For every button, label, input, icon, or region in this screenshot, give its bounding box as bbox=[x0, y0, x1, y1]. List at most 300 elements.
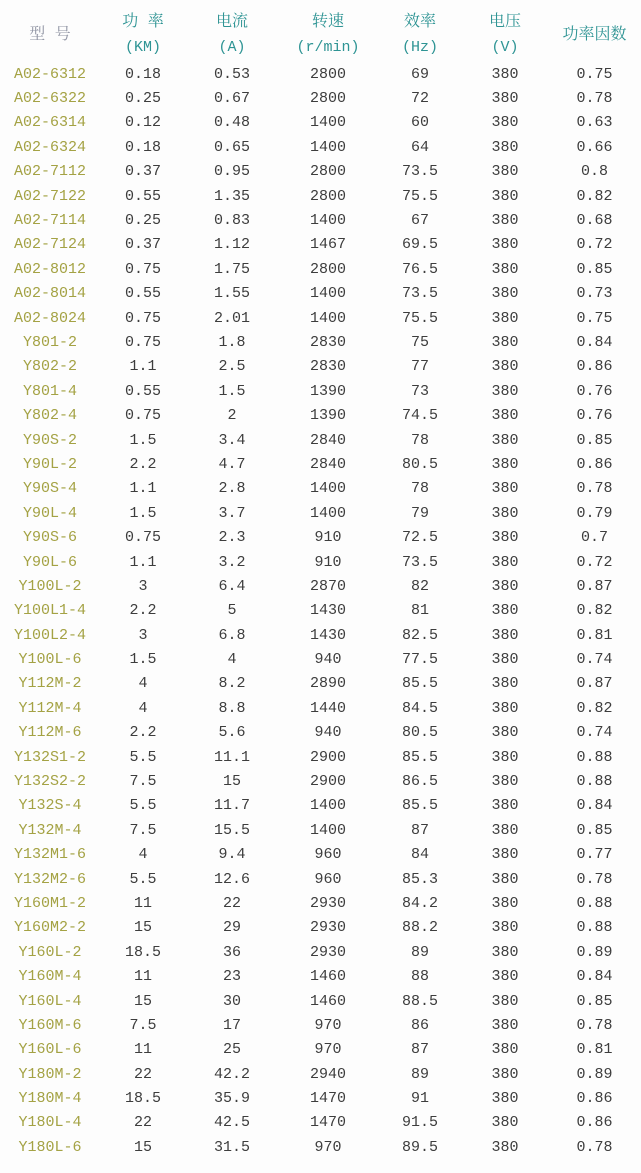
cell-voltage: 380 bbox=[491, 455, 519, 473]
cell-efficiency: 87 bbox=[410, 1041, 429, 1059]
cell-power-factor: 0.82 bbox=[576, 699, 613, 717]
cell-power: 0.55 bbox=[124, 285, 161, 303]
cell-voltage: 380 bbox=[491, 187, 519, 205]
cell-current: 35.9 bbox=[213, 1090, 250, 1108]
cell-efficiency: 82 bbox=[410, 577, 429, 595]
cell-power: 1.5 bbox=[129, 431, 157, 449]
cell-power: 3 bbox=[138, 577, 148, 595]
cell-power-factor: 0.87 bbox=[576, 577, 613, 595]
table-row bbox=[0, 964, 641, 988]
cell-model: Y90L-6 bbox=[22, 553, 77, 571]
cell-power: 0.25 bbox=[124, 212, 161, 230]
cell-power-factor: 0.84 bbox=[576, 333, 613, 351]
cell-model: Y132S1-2 bbox=[13, 748, 86, 766]
cell-power: 0.75 bbox=[124, 333, 161, 351]
header-power-label: 功 率 bbox=[122, 13, 164, 31]
cell-model: Y100L2-4 bbox=[13, 626, 86, 644]
cell-speed: 1400 bbox=[309, 212, 346, 230]
cell-efficiency: 75.5 bbox=[401, 187, 438, 205]
cell-power: 1.1 bbox=[129, 358, 157, 376]
cell-model: A02-7122 bbox=[13, 187, 86, 205]
cell-model: Y160L-4 bbox=[18, 992, 82, 1010]
cell-voltage: 380 bbox=[491, 773, 519, 791]
cell-voltage: 380 bbox=[491, 894, 519, 912]
cell-power-factor: 0.81 bbox=[576, 626, 613, 644]
cell-model: Y802-4 bbox=[22, 407, 77, 425]
cell-efficiency: 84 bbox=[410, 846, 429, 864]
cell-power: 5.5 bbox=[129, 870, 157, 888]
cell-speed: 970 bbox=[314, 1041, 342, 1059]
cell-current: 17 bbox=[222, 1016, 241, 1034]
table-row bbox=[0, 745, 641, 769]
cell-speed: 2890 bbox=[309, 675, 346, 693]
cell-efficiency: 88.2 bbox=[401, 919, 438, 937]
cell-speed: 2930 bbox=[309, 919, 346, 937]
cell-efficiency: 67 bbox=[410, 212, 429, 230]
cell-power: 0.25 bbox=[124, 90, 161, 108]
cell-voltage: 380 bbox=[491, 212, 519, 230]
table-row bbox=[0, 525, 641, 549]
cell-efficiency: 74.5 bbox=[401, 407, 438, 425]
table-row bbox=[0, 330, 641, 354]
cell-power-factor: 0.76 bbox=[576, 407, 613, 425]
cell-efficiency: 88 bbox=[410, 968, 429, 986]
cell-efficiency: 88.5 bbox=[401, 992, 438, 1010]
cell-model: Y160M-6 bbox=[18, 1016, 82, 1034]
cell-efficiency: 86 bbox=[410, 1016, 429, 1034]
cell-speed: 970 bbox=[314, 1016, 342, 1034]
cell-model: A02-8024 bbox=[13, 309, 86, 327]
cell-power-factor: 0.84 bbox=[576, 968, 613, 986]
cell-efficiency: 89.5 bbox=[401, 1138, 438, 1156]
cell-current: 0.53 bbox=[213, 65, 250, 83]
cell-model: Y132M2-6 bbox=[13, 870, 86, 888]
table-row bbox=[0, 160, 641, 184]
cell-power: 0.55 bbox=[124, 187, 161, 205]
header-efficiency bbox=[378, 8, 462, 62]
cell-efficiency: 69.5 bbox=[401, 236, 438, 254]
cell-voltage: 380 bbox=[491, 651, 519, 669]
table-header bbox=[0, 8, 641, 62]
table-row bbox=[0, 940, 641, 964]
cell-efficiency: 89 bbox=[410, 943, 429, 961]
table-row bbox=[0, 574, 641, 598]
cell-power: 11 bbox=[133, 1041, 152, 1059]
cell-speed: 2800 bbox=[309, 163, 346, 181]
cell-power-factor: 0.82 bbox=[576, 602, 613, 620]
table-body bbox=[0, 62, 641, 1160]
cell-model: Y180M-2 bbox=[18, 1065, 82, 1083]
cell-power-factor: 0.66 bbox=[576, 138, 613, 156]
cell-model: Y180L-6 bbox=[18, 1138, 82, 1156]
cell-power-factor: 0.84 bbox=[576, 797, 613, 815]
cell-power: 15 bbox=[133, 992, 152, 1010]
cell-voltage: 380 bbox=[491, 90, 519, 108]
cell-power-factor: 0.72 bbox=[576, 553, 613, 571]
cell-efficiency: 72 bbox=[410, 90, 429, 108]
cell-power: 5.5 bbox=[129, 797, 157, 815]
cell-model: A02-6312 bbox=[13, 65, 86, 83]
cell-power-factor: 0.82 bbox=[576, 187, 613, 205]
cell-model: Y160M-4 bbox=[18, 968, 82, 986]
cell-power: 11 bbox=[133, 968, 152, 986]
cell-voltage: 380 bbox=[491, 724, 519, 742]
cell-current: 1.5 bbox=[218, 382, 246, 400]
cell-power: 2.2 bbox=[129, 724, 157, 742]
header-power-factor-label: 功率因数 bbox=[562, 25, 627, 44]
cell-current: 0.67 bbox=[213, 90, 250, 108]
cell-power: 4 bbox=[138, 699, 148, 717]
cell-current: 4 bbox=[227, 651, 237, 669]
cell-current: 2.3 bbox=[218, 529, 246, 547]
cell-efficiency: 84.2 bbox=[401, 894, 438, 912]
cell-efficiency: 75.5 bbox=[401, 309, 438, 327]
table-row bbox=[0, 477, 641, 501]
cell-efficiency: 77 bbox=[410, 358, 429, 376]
header-speed-label: 转速 bbox=[311, 13, 344, 31]
cell-model: A02-6322 bbox=[13, 90, 86, 108]
table-row bbox=[0, 184, 641, 208]
cell-current: 42.5 bbox=[213, 1114, 250, 1132]
cell-power-factor: 0.74 bbox=[576, 651, 613, 669]
cell-voltage: 380 bbox=[491, 748, 519, 766]
cell-speed: 1467 bbox=[309, 236, 346, 254]
cell-efficiency: 91 bbox=[410, 1090, 429, 1108]
cell-power: 7.5 bbox=[129, 821, 157, 839]
cell-model: Y160L-2 bbox=[18, 943, 82, 961]
table-row bbox=[0, 550, 641, 574]
cell-model: A02-7112 bbox=[13, 163, 86, 181]
table-row bbox=[0, 599, 641, 623]
table-row bbox=[0, 306, 641, 330]
cell-speed: 2900 bbox=[309, 748, 346, 766]
cell-efficiency: 79 bbox=[410, 504, 429, 522]
table-row bbox=[0, 769, 641, 793]
cell-model: Y801-2 bbox=[22, 333, 77, 351]
cell-power: 18.5 bbox=[124, 943, 161, 961]
cell-power: 1.1 bbox=[129, 480, 157, 498]
cell-model: A02-6324 bbox=[13, 138, 86, 156]
cell-current: 3.7 bbox=[218, 504, 246, 522]
cell-voltage: 380 bbox=[491, 968, 519, 986]
cell-current: 29 bbox=[222, 919, 241, 937]
cell-power-factor: 0.78 bbox=[576, 870, 613, 888]
table-row bbox=[0, 428, 641, 452]
cell-efficiency: 86.5 bbox=[401, 773, 438, 791]
cell-current: 25 bbox=[222, 1041, 241, 1059]
cell-voltage: 380 bbox=[491, 1041, 519, 1059]
cell-power-factor: 0.76 bbox=[576, 382, 613, 400]
cell-speed: 2940 bbox=[309, 1065, 346, 1083]
cell-efficiency: 81 bbox=[410, 602, 429, 620]
cell-power: 0.18 bbox=[124, 138, 161, 156]
cell-current: 23 bbox=[222, 968, 241, 986]
cell-speed: 1400 bbox=[309, 309, 346, 327]
cell-voltage: 380 bbox=[491, 358, 519, 376]
cell-power: 1.5 bbox=[129, 504, 157, 522]
cell-power: 0.18 bbox=[124, 65, 161, 83]
cell-voltage: 380 bbox=[491, 333, 519, 351]
cell-efficiency: 78 bbox=[410, 431, 429, 449]
cell-speed: 2900 bbox=[309, 773, 346, 791]
cell-power: 0.37 bbox=[124, 236, 161, 254]
cell-current: 1.12 bbox=[213, 236, 250, 254]
cell-model: Y90L-2 bbox=[22, 455, 77, 473]
cell-power-factor: 0.88 bbox=[576, 748, 613, 766]
cell-current: 1.8 bbox=[218, 333, 246, 351]
header-speed-unit: (r/min) bbox=[296, 39, 360, 56]
table-row bbox=[0, 989, 641, 1013]
table-row bbox=[0, 233, 641, 257]
cell-voltage: 380 bbox=[491, 821, 519, 839]
cell-current: 0.65 bbox=[213, 138, 250, 156]
cell-current: 30 bbox=[222, 992, 241, 1010]
cell-voltage: 380 bbox=[491, 943, 519, 961]
header-voltage bbox=[462, 8, 548, 62]
cell-power-factor: 0.86 bbox=[576, 455, 613, 473]
cell-power-factor: 0.79 bbox=[576, 504, 613, 522]
cell-speed: 2930 bbox=[309, 894, 346, 912]
cell-efficiency: 80.5 bbox=[401, 455, 438, 473]
cell-power-factor: 0.7 bbox=[580, 529, 608, 547]
cell-speed: 1400 bbox=[309, 138, 346, 156]
cell-speed: 940 bbox=[314, 651, 342, 669]
cell-voltage: 380 bbox=[491, 797, 519, 815]
cell-model: A02-6314 bbox=[13, 114, 86, 132]
cell-voltage: 380 bbox=[491, 1016, 519, 1034]
cell-model: Y180M-4 bbox=[18, 1090, 82, 1108]
cell-power-factor: 0.8 bbox=[580, 163, 608, 181]
cell-model: Y112M-6 bbox=[18, 724, 82, 742]
cell-power: 2.2 bbox=[129, 455, 157, 473]
cell-model: Y132M-4 bbox=[18, 821, 82, 839]
cell-power-factor: 0.75 bbox=[576, 65, 613, 83]
cell-current: 36 bbox=[222, 943, 241, 961]
table-row bbox=[0, 355, 641, 379]
cell-voltage: 380 bbox=[491, 626, 519, 644]
table-row bbox=[0, 1062, 641, 1086]
cell-voltage: 380 bbox=[491, 480, 519, 498]
cell-model: Y160M1-2 bbox=[13, 894, 86, 912]
cell-model: Y160L-6 bbox=[18, 1041, 82, 1059]
cell-power: 0.12 bbox=[124, 114, 161, 132]
cell-efficiency: 91.5 bbox=[401, 1114, 438, 1132]
table-row bbox=[0, 501, 641, 525]
cell-speed: 1430 bbox=[309, 626, 346, 644]
cell-efficiency: 76.5 bbox=[401, 260, 438, 278]
cell-model: Y90S-2 bbox=[22, 431, 77, 449]
cell-power-factor: 0.78 bbox=[576, 90, 613, 108]
table-row bbox=[0, 867, 641, 891]
cell-speed: 2800 bbox=[309, 187, 346, 205]
cell-efficiency: 73.5 bbox=[401, 285, 438, 303]
cell-current: 15 bbox=[222, 773, 241, 791]
table-row bbox=[0, 452, 641, 476]
cell-model: A02-7114 bbox=[13, 212, 86, 230]
cell-model: Y132M1-6 bbox=[13, 846, 86, 864]
table-row bbox=[0, 86, 641, 110]
cell-power-factor: 0.85 bbox=[576, 431, 613, 449]
cell-voltage: 380 bbox=[491, 236, 519, 254]
cell-current: 2.01 bbox=[213, 309, 250, 327]
cell-model: Y112M-2 bbox=[18, 675, 82, 693]
cell-voltage: 380 bbox=[491, 870, 519, 888]
cell-model: Y801-4 bbox=[22, 382, 77, 400]
header-power bbox=[100, 8, 186, 62]
cell-current: 2 bbox=[227, 407, 237, 425]
cell-model: Y100L-2 bbox=[18, 577, 82, 595]
cell-speed: 2800 bbox=[309, 65, 346, 83]
cell-current: 12.6 bbox=[213, 870, 250, 888]
cell-speed: 960 bbox=[314, 870, 342, 888]
cell-power-factor: 0.75 bbox=[576, 309, 613, 327]
header-model bbox=[0, 8, 100, 62]
cell-current: 8.2 bbox=[218, 675, 246, 693]
cell-current: 4.7 bbox=[218, 455, 246, 473]
header-current-unit: (A) bbox=[218, 39, 246, 56]
cell-current: 22 bbox=[222, 894, 241, 912]
cell-efficiency: 77.5 bbox=[401, 651, 438, 669]
cell-speed: 1470 bbox=[309, 1090, 346, 1108]
cell-current: 42.2 bbox=[213, 1065, 250, 1083]
cell-power: 0.75 bbox=[124, 529, 161, 547]
table-row bbox=[0, 672, 641, 696]
cell-voltage: 380 bbox=[491, 138, 519, 156]
cell-efficiency: 85.5 bbox=[401, 675, 438, 693]
cell-model: Y112M-4 bbox=[18, 699, 82, 717]
cell-current: 6.8 bbox=[218, 626, 246, 644]
cell-efficiency: 73.5 bbox=[401, 163, 438, 181]
cell-power: 11 bbox=[133, 894, 152, 912]
header-voltage-unit: (V) bbox=[491, 39, 519, 56]
cell-power-factor: 0.78 bbox=[576, 1016, 613, 1034]
cell-power-factor: 0.88 bbox=[576, 773, 613, 791]
cell-model: Y132S2-2 bbox=[13, 773, 86, 791]
cell-efficiency: 64 bbox=[410, 138, 429, 156]
cell-power: 22 bbox=[133, 1065, 152, 1083]
cell-voltage: 380 bbox=[491, 260, 519, 278]
cell-speed: 1430 bbox=[309, 602, 346, 620]
table-row bbox=[0, 647, 641, 671]
cell-power-factor: 0.85 bbox=[576, 821, 613, 839]
cell-voltage: 380 bbox=[491, 407, 519, 425]
cell-voltage: 380 bbox=[491, 65, 519, 83]
cell-power: 0.75 bbox=[124, 309, 161, 327]
cell-current: 1.75 bbox=[213, 260, 250, 278]
cell-voltage: 380 bbox=[491, 529, 519, 547]
cell-model: Y100L-6 bbox=[18, 651, 82, 669]
cell-model: Y90S-4 bbox=[22, 480, 77, 498]
cell-speed: 1460 bbox=[309, 968, 346, 986]
table-row bbox=[0, 1013, 641, 1037]
cell-speed: 960 bbox=[314, 846, 342, 864]
cell-voltage: 380 bbox=[491, 553, 519, 571]
cell-current: 11.7 bbox=[213, 797, 250, 815]
cell-current: 6.4 bbox=[218, 577, 246, 595]
cell-power-factor: 0.63 bbox=[576, 114, 613, 132]
cell-power-factor: 0.68 bbox=[576, 212, 613, 230]
cell-current: 1.35 bbox=[213, 187, 250, 205]
cell-efficiency: 85.5 bbox=[401, 748, 438, 766]
cell-power-factor: 0.74 bbox=[576, 724, 613, 742]
table-row bbox=[0, 1086, 641, 1110]
cell-model: Y160M2-2 bbox=[13, 919, 86, 937]
cell-power: 15 bbox=[133, 1138, 152, 1156]
cell-model: Y132S-4 bbox=[18, 797, 82, 815]
cell-model: Y90S-6 bbox=[22, 529, 77, 547]
cell-efficiency: 73 bbox=[410, 382, 429, 400]
table-row bbox=[0, 843, 641, 867]
cell-model: A02-7124 bbox=[13, 236, 86, 254]
header-current-label: 电流 bbox=[215, 13, 248, 31]
cell-voltage: 380 bbox=[491, 577, 519, 595]
table-row bbox=[0, 111, 641, 135]
cell-voltage: 380 bbox=[491, 1090, 519, 1108]
cell-speed: 1400 bbox=[309, 480, 346, 498]
cell-power: 4 bbox=[138, 675, 148, 693]
table-row bbox=[0, 916, 641, 940]
table-row bbox=[0, 282, 641, 306]
cell-speed: 1390 bbox=[309, 407, 346, 425]
header-efficiency-unit: (Hz) bbox=[401, 39, 438, 56]
cell-voltage: 380 bbox=[491, 1065, 519, 1083]
cell-power: 18.5 bbox=[124, 1090, 161, 1108]
cell-speed: 910 bbox=[314, 529, 342, 547]
cell-power-factor: 0.89 bbox=[576, 1065, 613, 1083]
cell-voltage: 380 bbox=[491, 285, 519, 303]
table-row bbox=[0, 623, 641, 647]
cell-voltage: 380 bbox=[491, 992, 519, 1010]
cell-speed: 910 bbox=[314, 553, 342, 571]
cell-speed: 2800 bbox=[309, 90, 346, 108]
header-efficiency-label: 效率 bbox=[403, 13, 436, 31]
cell-voltage: 380 bbox=[491, 504, 519, 522]
cell-power: 15 bbox=[133, 919, 152, 937]
table-row bbox=[0, 208, 641, 232]
cell-power: 2.2 bbox=[129, 602, 157, 620]
cell-power-factor: 0.73 bbox=[576, 285, 613, 303]
cell-speed: 2830 bbox=[309, 358, 346, 376]
cell-efficiency: 84.5 bbox=[401, 699, 438, 717]
cell-efficiency: 75 bbox=[410, 333, 429, 351]
table-row bbox=[0, 794, 641, 818]
cell-current: 3.2 bbox=[218, 553, 246, 571]
cell-model: Y100L1-4 bbox=[13, 602, 86, 620]
cell-power: 3 bbox=[138, 626, 148, 644]
cell-voltage: 380 bbox=[491, 114, 519, 132]
cell-power-factor: 0.86 bbox=[576, 1090, 613, 1108]
cell-power-factor: 0.88 bbox=[576, 919, 613, 937]
cell-efficiency: 89 bbox=[410, 1065, 429, 1083]
cell-current: 5 bbox=[227, 602, 237, 620]
table-row bbox=[0, 1111, 641, 1135]
cell-voltage: 380 bbox=[491, 675, 519, 693]
cell-speed: 2870 bbox=[309, 577, 346, 595]
cell-power: 5.5 bbox=[129, 748, 157, 766]
cell-speed: 2830 bbox=[309, 333, 346, 351]
header-current bbox=[186, 8, 278, 62]
cell-efficiency: 72.5 bbox=[401, 529, 438, 547]
cell-speed: 1470 bbox=[309, 1114, 346, 1132]
table-row bbox=[0, 1135, 641, 1159]
header-power-factor bbox=[548, 8, 641, 62]
cell-speed: 940 bbox=[314, 724, 342, 742]
cell-voltage: 380 bbox=[491, 699, 519, 717]
cell-efficiency: 85.5 bbox=[401, 797, 438, 815]
cell-power: 0.75 bbox=[124, 407, 161, 425]
cell-current: 0.83 bbox=[213, 212, 250, 230]
cell-power-factor: 0.86 bbox=[576, 358, 613, 376]
